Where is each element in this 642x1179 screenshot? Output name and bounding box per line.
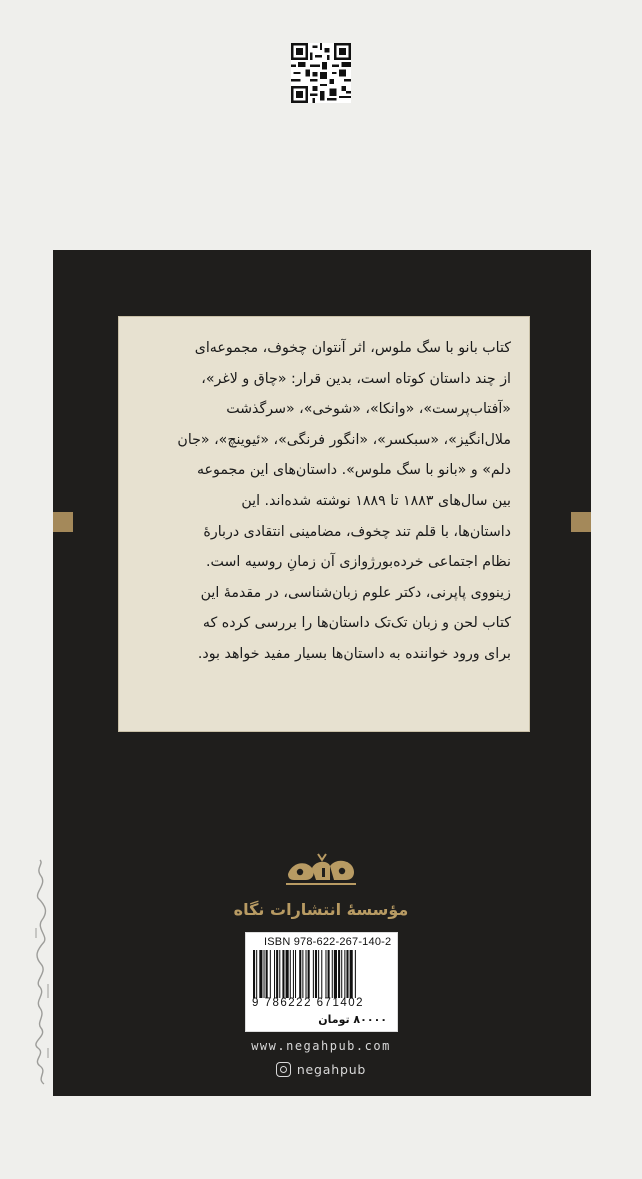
gold-tab-right — [571, 512, 591, 532]
barcode-label — [245, 932, 398, 1032]
instagram-handle[interactable] — [0, 1062, 642, 1077]
blurb-line: دلم» و «بانو با سگ ملوس». داستان‌های این مجموعه — [196, 462, 511, 479]
blurb-box — [118, 316, 530, 732]
barcode-icon — [250, 950, 394, 998]
qr-code[interactable] — [291, 43, 351, 103]
blurb-line: «آفتاب‌پرست»، «وانکا»، «شوخی»، «سرگذشت — [226, 401, 511, 418]
blurb-line: بین سال‌های ۱۸۸۳ تا ۱۸۸۹ نوشته شده‌اند. این — [241, 492, 511, 509]
price-text: ۸۰۰۰۰ تومان — [318, 1013, 387, 1026]
blurb-line: کتاب بانو با سگ ملوس، اثر آنتوان چخوف، مجموعه‌ای — [194, 340, 511, 356]
blurb-line: زینووی پاپرنی، دکتر علوم زبان‌شناسی، در مقدمهٔ این — [200, 584, 511, 601]
instagram-icon — [276, 1062, 291, 1077]
blurb-line: برای ورود خواننده به داستان‌ها بسیار مفید خواهد بود. — [197, 645, 511, 662]
publisher-logo — [282, 852, 360, 892]
barcode-digits: 9 786222 671402 — [252, 997, 365, 1009]
publisher-name: مؤسسهٔ انتشارات نگاه — [233, 900, 409, 919]
isbn-text: ISBN 978-622-267-140-2 — [264, 936, 392, 948]
blurb-line: داستان‌ها، با قلم تند چخوف، مضامینی انتقادی دربارهٔ — [203, 523, 511, 540]
instagram-text: negahpub — [296, 1062, 367, 1077]
blurb-line: از چند داستان کوتاه است، بدین قرار: «چاق و لاغر»، — [201, 370, 511, 387]
website-link[interactable]: www.negahpub.com — [251, 1039, 391, 1053]
blurb-line: ملال‌انگیز»، «سبکسر»، «انگور فرنگی»، «ئیوینچ»، «جان — [177, 431, 511, 448]
blurb-text — [137, 333, 511, 670]
blurb-line: نظام اجتماعی خرده‌بورژوازی آن زمانِ روسیه است. — [206, 554, 511, 571]
blurb-line: کتاب لحن و زبان تک‌تک داستان‌ها را بررسی کرده که — [202, 615, 511, 632]
handwritten-signature — [32, 858, 52, 1088]
gold-tab-left — [53, 512, 73, 532]
